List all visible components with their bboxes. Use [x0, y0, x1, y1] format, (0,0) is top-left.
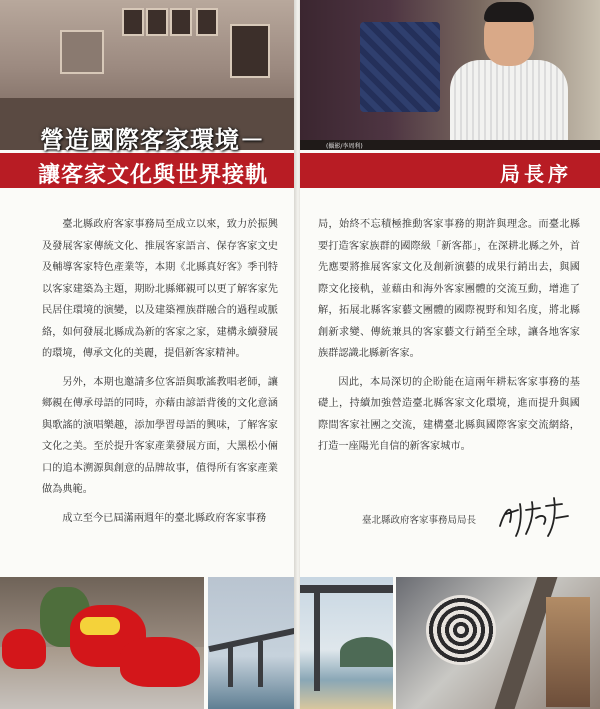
photo-credit: (攝影/李周利): [326, 143, 363, 150]
art-installation-photo: [396, 577, 600, 709]
right-page: [300, 0, 600, 709]
paragraph: 局，始終不忘積極推動客家事務的期許與理念。而臺北縣要打造客家族群的國際級「新客都」，在深耕北縣之外，首先應要將推展客家文化及創新演藝的成果行銷出去，與國際文化接軌，並藉由和海外客家團體的交流互動，增進了解，拓展北縣客家藝文團體的國際視野和知名度，將北縣創新求變、傳統兼具的客家藝文行銷至全球，讓各地客家族群認識北縣新客家。: [318, 219, 580, 359]
bridge-photo-left: [208, 577, 296, 709]
signature-label: 臺北縣政府客家事務局局長: [362, 515, 477, 526]
paragraph: 成立至今已屆滿兩週年的臺北縣政府客家事務: [62, 512, 267, 524]
page-title: 營造國際客家環境－: [40, 125, 265, 154]
paragraph: 因此，本局深切的企盼能在這兩年耕耘客家事務的基礎上，持續加強營造臺北縣客家文化環境，進而提升與國際間客家社團之交流，建構臺北縣與國際客家交流網絡，打造一座陽光自信的新客家城市。: [318, 376, 580, 452]
director-portrait-photo: [300, 0, 600, 150]
paragraph: 另外，本期也邀請多位客語與歌謠教唱老師，讓鄉親在傳承母語的同時，亦藉由諺語背後的文化意涵與歌謠的演唱樂趣，添加學習母語的興味，了解客家文化之美。至於提升客家產業發展方面，大黑松小倆口的追本溯源與創意的品牌故事，值得所有客家產業做為典範。: [42, 376, 278, 495]
left-body-text: [42, 214, 278, 529]
bridge-photo-right: [300, 577, 393, 709]
right-body-text: [318, 214, 580, 465]
signature: [496, 496, 572, 544]
page-subtitle: 讓客家文化與世界接軌: [38, 162, 269, 188]
left-page: [0, 0, 296, 709]
section-title: 局長序: [500, 162, 572, 186]
paragraph: 臺北縣政府客家事務局至成立以來，致力於振興及發展客家傳統文化、推展客家語言、保存客家文史及輔導客家特色產業等，本期《北縣真好客》季刊特以客家建築為主題，期盼北縣鄉親可以更了解客家先民居住環境的演變，以及建築裡族群融合的過程或脈絡，如何發展北縣成為新的客家之家，建構永續發展的環境，傳承文化的美麗，提倡新客家精神。: [42, 219, 278, 359]
lion-dance-photo: [0, 577, 204, 709]
